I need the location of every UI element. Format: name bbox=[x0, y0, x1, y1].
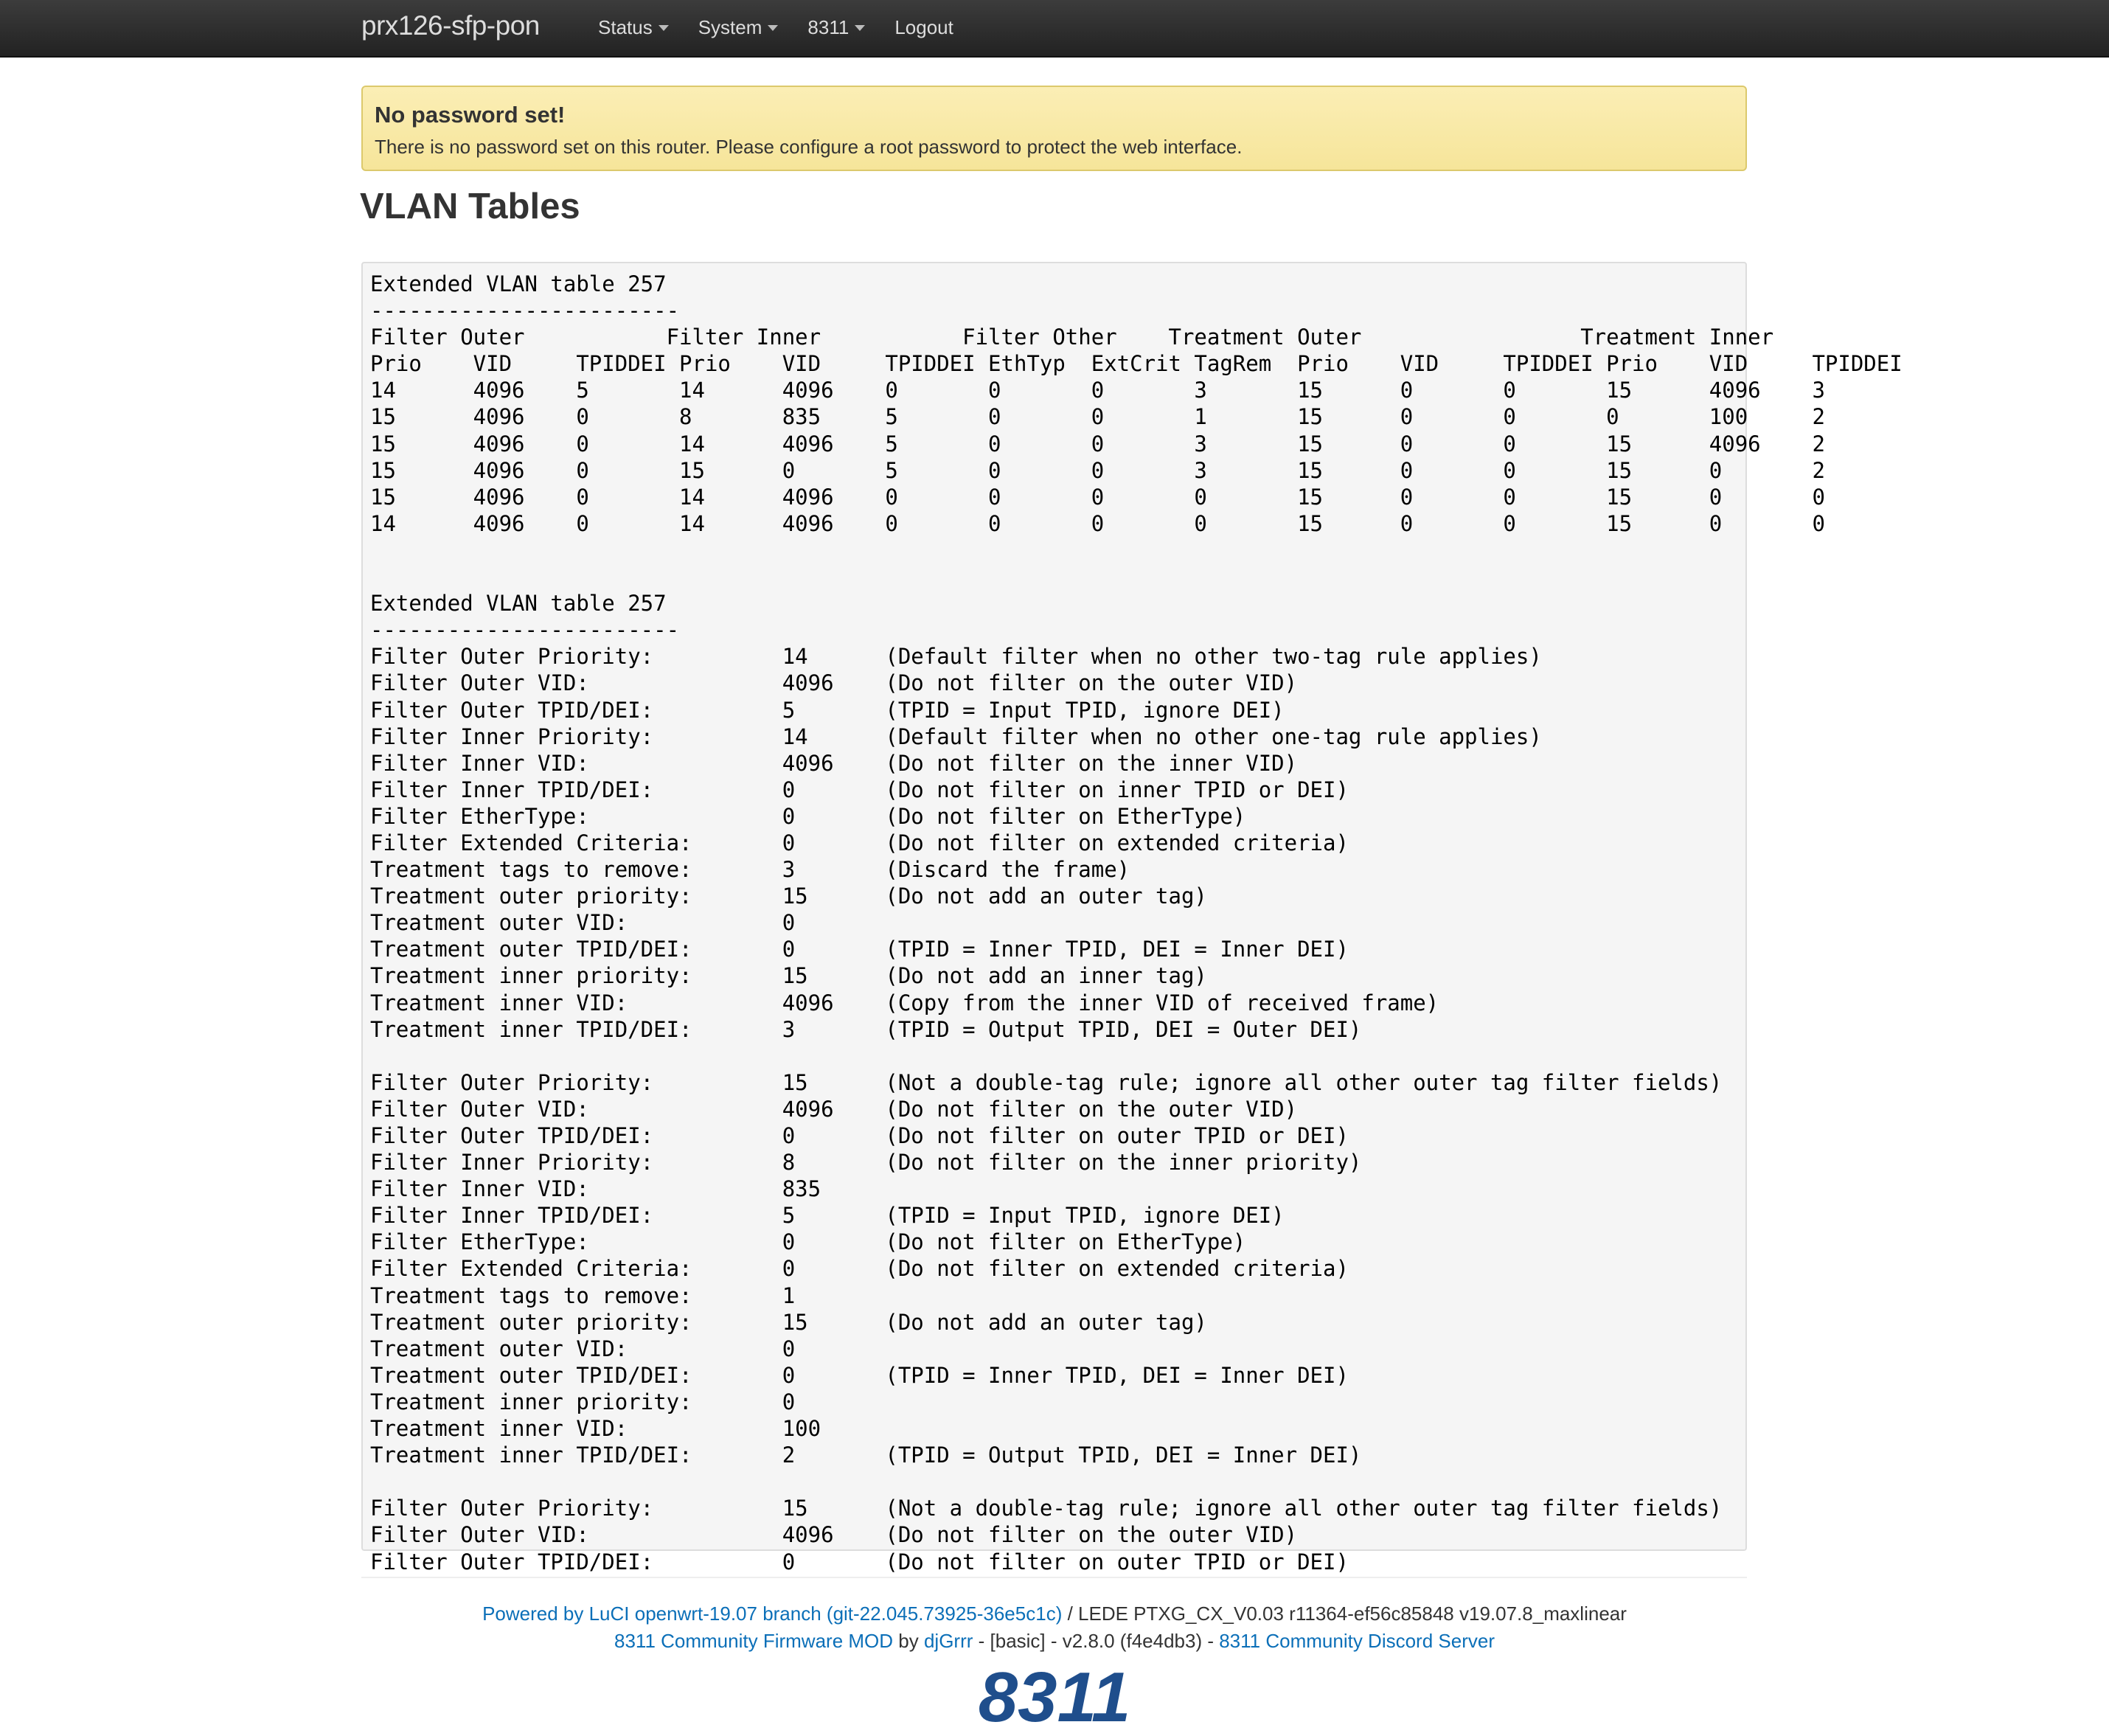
output-line: Treatment tags to remove: 3 (Discard the frame) bbox=[370, 857, 1130, 883]
output-line: 14 4096 5 14 4096 0 0 0 3 15 0 0 15 4096 3 bbox=[370, 378, 1825, 403]
vlan-output-text bbox=[370, 271, 1903, 1575]
output-line: Filter EtherType: 0 (Do not filter on EtherType) bbox=[370, 1229, 1246, 1255]
alert-title: No password set! bbox=[375, 102, 566, 128]
logo-text: 8311 bbox=[978, 1658, 1131, 1736]
chevron-down-icon bbox=[659, 25, 669, 31]
output-line: Filter Inner TPID/DEI: 0 (Do not filter on inner TPID or DEI) bbox=[370, 777, 1349, 802]
mod-link[interactable]: 8311 Community Firmware MOD bbox=[614, 1630, 894, 1652]
output-line: Filter Outer VID: 4096 (Do not filter on the outer VID) bbox=[370, 1522, 1298, 1548]
menu-logout[interactable] bbox=[894, 16, 953, 39]
output-line: Filter Inner Priority: 14 (Default filter when no other one-tag rule applies) bbox=[370, 723, 1542, 749]
output-line: Filter Extended Criteria: 0 (Do not filter on extended criteria) bbox=[370, 1256, 1349, 1282]
output-line: Filter Outer Filter Inner Filter Other Treatment Outer Treatment Inner bbox=[370, 324, 1774, 350]
output-line: Treatment outer VID: 0 bbox=[370, 1336, 796, 1361]
output-line: Treatment outer VID: 0 bbox=[370, 910, 796, 936]
output-line: Treatment inner priority: 15 (Do not add an inner tag) bbox=[370, 963, 1207, 989]
output-line: 15 4096 0 14 4096 0 0 0 0 15 0 0 15 0 0 bbox=[370, 484, 1825, 510]
output-line: ------------------------ bbox=[370, 298, 680, 324]
footer-divider bbox=[361, 1577, 1747, 1578]
menu-logout-label: Logout bbox=[894, 16, 953, 38]
output-line: 15 4096 0 8 835 5 0 0 1 15 0 0 0 100 2 bbox=[370, 404, 1825, 430]
output-line: ------------------------ bbox=[370, 617, 680, 643]
menu-system[interactable] bbox=[698, 16, 779, 39]
footer-line-2 bbox=[0, 1628, 2109, 1655]
build-info: / LEDE PTXG_CX_V0.03 r11364-ef56c85848 v19.07.8_maxlinear bbox=[1062, 1603, 1627, 1625]
menu-8311-label: 8311 bbox=[807, 16, 849, 38]
output-line: Filter Extended Criteria: 0 (Do not filter on extended criteria) bbox=[370, 830, 1349, 855]
output-line: Treatment outer TPID/DEI: 0 (TPID = Inner TPID, DEI = Inner DEI) bbox=[370, 1362, 1349, 1388]
brand-link[interactable]: prx126-sfp-pon bbox=[361, 10, 540, 41]
footer bbox=[0, 1600, 2109, 1655]
output-line: Treatment outer TPID/DEI: 0 (TPID = Inner TPID, DEI = Inner DEI) bbox=[370, 937, 1349, 962]
password-warning-alert bbox=[361, 86, 1747, 171]
output-line: Filter Outer TPID/DEI: 5 (TPID = Input TPID, ignore DEI) bbox=[370, 697, 1285, 723]
output-line: 15 4096 0 15 0 5 0 0 3 15 0 0 15 0 2 bbox=[370, 457, 1825, 483]
menu-status-label: Status bbox=[598, 16, 653, 38]
output-line: Filter Outer VID: 4096 (Do not filter on the outer VID) bbox=[370, 1096, 1298, 1122]
page-title: VLAN Tables bbox=[360, 187, 580, 226]
8311-logo bbox=[978, 1658, 1131, 1736]
discord-link[interactable]: 8311 Community Discord Server bbox=[1219, 1630, 1495, 1652]
output-line: Treatment outer priority: 15 (Do not add an outer tag) bbox=[370, 1309, 1207, 1335]
output-line: Extended VLAN table 257 bbox=[370, 591, 667, 617]
output-line: Filter Inner Priority: 8 (Do not filter on the inner priority) bbox=[370, 1150, 1362, 1176]
output-line: Filter Inner VID: 4096 (Do not filter on the inner VID) bbox=[370, 750, 1298, 776]
by-text: by bbox=[893, 1630, 924, 1652]
output-line: Treatment inner priority: 0 bbox=[370, 1389, 796, 1414]
vlan-output-box[interactable] bbox=[361, 262, 1903, 1574]
output-line: Filter EtherType: 0 (Do not filter on EtherType) bbox=[370, 803, 1246, 829]
menu-system-label: System bbox=[698, 16, 762, 38]
output-line: Prio VID TPIDDEI Prio VID TPIDDEI EthTyp ExtCrit TagRem Prio VID TPIDDEI Prio VID TPIDDEI bbox=[370, 351, 1903, 377]
author-link[interactable]: djGrrr bbox=[923, 1630, 973, 1652]
luci-link[interactable]: Powered by LuCI openwrt-19.07 branch (git-22.045.73925-36e5c1c) bbox=[482, 1603, 1063, 1625]
output-line: Filter Outer VID: 4096 (Do not filter on the outer VID) bbox=[370, 670, 1298, 696]
chevron-down-icon bbox=[768, 25, 778, 31]
output-line: Treatment inner VID: 4096 (Copy from the inner VID of received frame) bbox=[370, 990, 1439, 1015]
top-navbar bbox=[0, 0, 2109, 58]
footer-line-1 bbox=[0, 1600, 2109, 1628]
output-line: Treatment outer priority: 15 (Do not add an outer tag) bbox=[370, 883, 1207, 909]
output-line: Filter Outer Priority: 14 (Default filter when no other two-tag rule applies) bbox=[370, 644, 1542, 670]
alert-text: There is no password set on this router. Please configure a root password to protect the web interface. bbox=[375, 136, 1243, 158]
menu-status[interactable] bbox=[598, 16, 669, 39]
output-line: Filter Outer Priority: 15 (Not a double-tag rule; ignore all other outer tag filter fields) bbox=[370, 1496, 1723, 1521]
output-line: Treatment inner VID: 100 bbox=[370, 1416, 821, 1442]
output-line: Filter Inner TPID/DEI: 5 (TPID = Input TPID, ignore DEI) bbox=[370, 1203, 1285, 1229]
output-line: 15 4096 0 14 4096 5 0 0 3 15 0 0 15 4096 2 bbox=[370, 431, 1825, 456]
output-line: Treatment inner TPID/DEI: 3 (TPID = Output TPID, DEI = Outer DEI) bbox=[370, 1016, 1362, 1042]
main-menu bbox=[598, 16, 983, 39]
menu-8311[interactable] bbox=[807, 16, 865, 39]
version-text: - [basic] - v2.8.0 (f4e4db3) - bbox=[973, 1630, 1220, 1652]
output-line: Treatment tags to remove: 1 bbox=[370, 1282, 796, 1308]
output-line: Treatment inner TPID/DEI: 2 (TPID = Output TPID, DEI = Inner DEI) bbox=[370, 1442, 1362, 1468]
output-line: Filter Outer TPID/DEI: 0 (Do not filter on outer TPID or DEI) bbox=[370, 1549, 1349, 1574]
output-line: Extended VLAN table 257 bbox=[370, 271, 667, 296]
output-line: Filter Inner VID: 835 bbox=[370, 1176, 821, 1202]
output-line: Filter Outer TPID/DEI: 0 (Do not filter on outer TPID or DEI) bbox=[370, 1123, 1349, 1148]
output-line: 14 4096 0 14 4096 0 0 0 0 15 0 0 15 0 0 bbox=[370, 510, 1825, 536]
chevron-down-icon bbox=[855, 25, 865, 31]
output-line: Filter Outer Priority: 15 (Not a double-tag rule; ignore all other outer tag filter fields) bbox=[370, 1069, 1723, 1095]
